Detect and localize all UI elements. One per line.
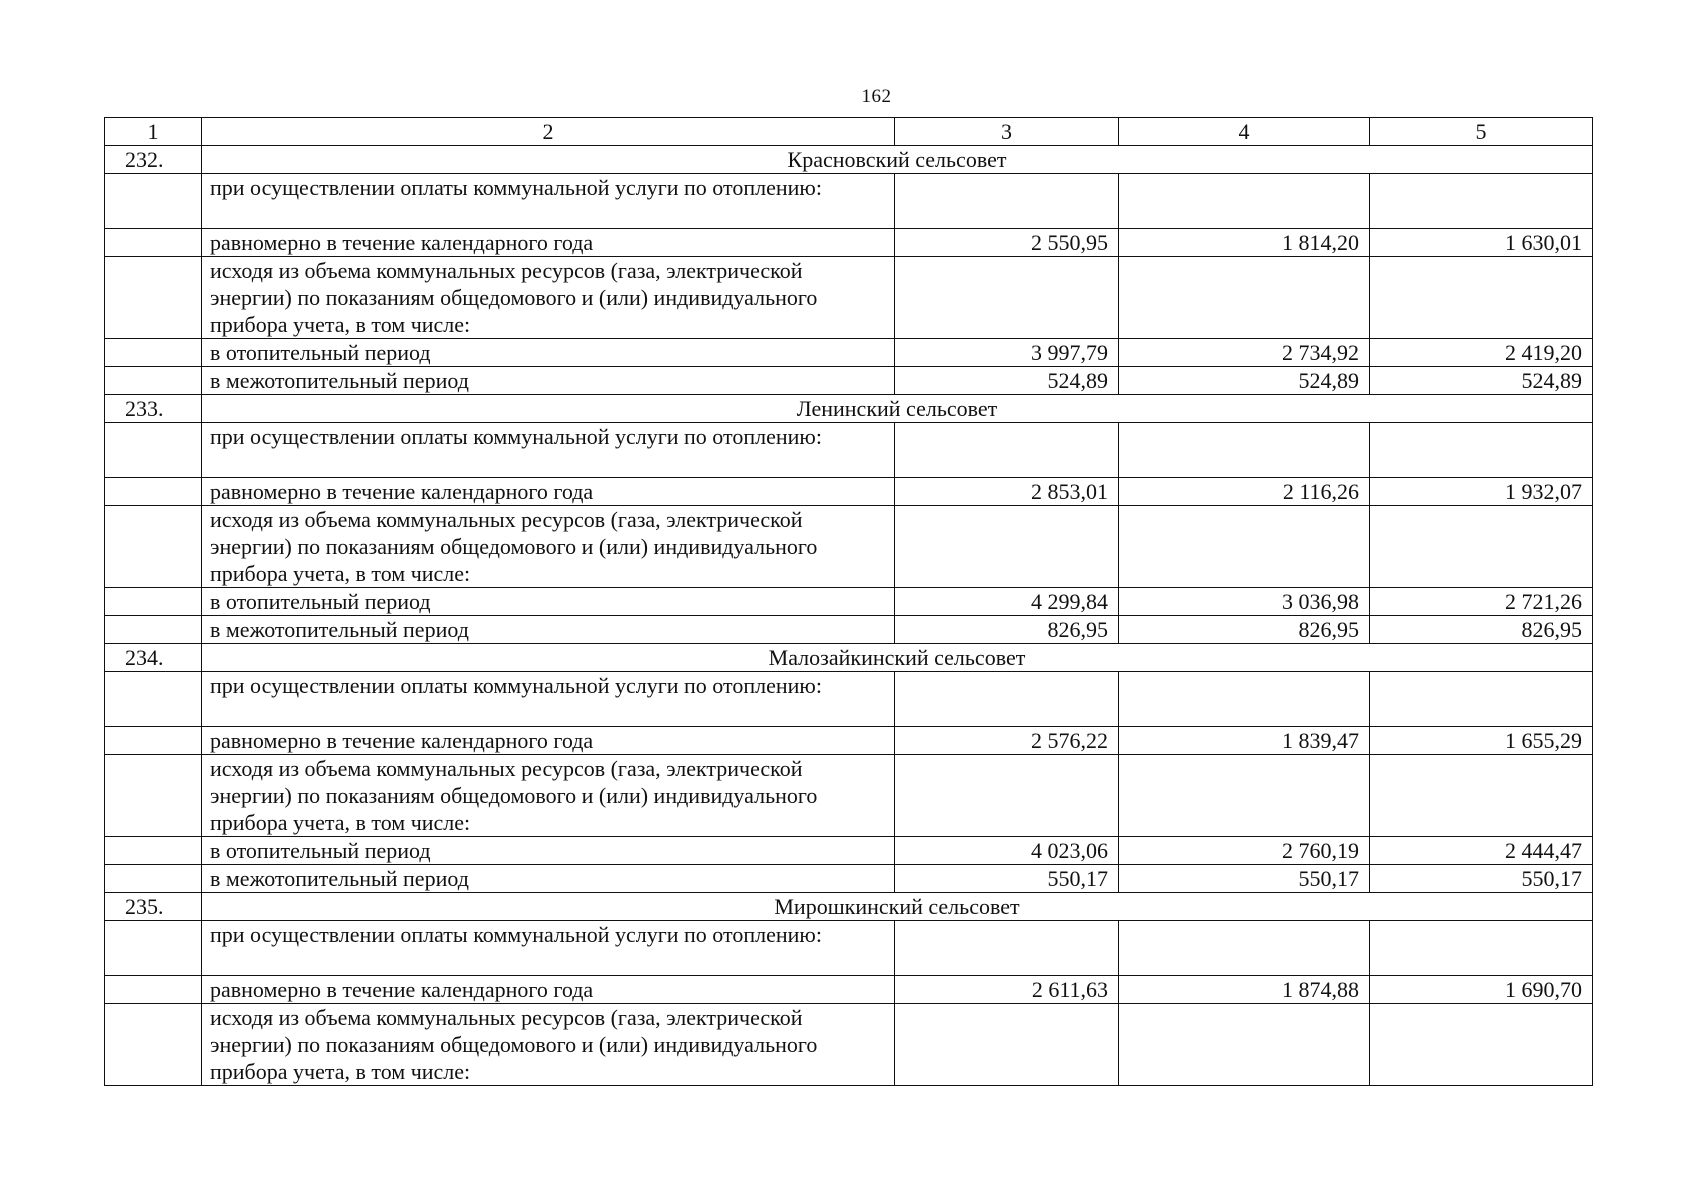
value-cell-col3: 4 299,84 xyxy=(895,588,1119,616)
row-description: в отопительный период xyxy=(202,837,895,865)
value-cell-col3 xyxy=(895,921,1119,976)
row-description: исходя из объема коммунальных ресурсов (газа, электрической энергии) по показаниям общедомового и (или) индивидуального прибора учета, в том числе: xyxy=(202,257,895,339)
column-header-row xyxy=(105,118,1593,146)
value-cell-col5: 1 690,70 xyxy=(1370,976,1593,1004)
value-cell-col4: 2 734,92 xyxy=(1119,339,1370,367)
value-cell-col5: 826,95 xyxy=(1370,616,1593,644)
row-description: в межотопительный период xyxy=(202,865,895,893)
value-cell-col4: 1 874,88 xyxy=(1119,976,1370,1004)
value-cell-col3 xyxy=(895,257,1119,339)
section-name: Малозайкинский сельсовет xyxy=(202,644,1593,672)
table-row xyxy=(105,976,1593,1004)
value-cell-col5 xyxy=(1370,672,1593,727)
row-description: в межотопительный период xyxy=(202,616,895,644)
value-cell-col4: 826,95 xyxy=(1119,616,1370,644)
tariff-table xyxy=(104,117,1593,1086)
table-row xyxy=(105,506,1593,588)
table-row xyxy=(105,588,1593,616)
table-row xyxy=(105,727,1593,755)
value-cell-col4 xyxy=(1119,921,1370,976)
value-cell-col3 xyxy=(895,423,1119,478)
row-number-cell xyxy=(105,257,202,339)
column-header: 1 xyxy=(105,118,202,146)
row-number-cell xyxy=(105,865,202,893)
row-number-cell xyxy=(105,976,202,1004)
value-cell-col4: 2 116,26 xyxy=(1119,478,1370,506)
value-cell-col4 xyxy=(1119,1004,1370,1086)
column-header: 5 xyxy=(1370,118,1593,146)
table-row xyxy=(105,837,1593,865)
value-cell-col3 xyxy=(895,506,1119,588)
value-cell-col3 xyxy=(895,755,1119,837)
row-description: равномерно в течение календарного года xyxy=(202,976,895,1004)
section-name: Ленинский сельсовет xyxy=(202,395,1593,423)
value-cell-col5 xyxy=(1370,1004,1593,1086)
value-cell-col5 xyxy=(1370,921,1593,976)
row-number-cell xyxy=(105,755,202,837)
value-cell-col5: 550,17 xyxy=(1370,865,1593,893)
value-cell-col3 xyxy=(895,174,1119,229)
value-cell-col4 xyxy=(1119,423,1370,478)
row-description: при осуществлении оплаты коммунальной услуги по отоплению: xyxy=(202,921,895,976)
row-number-cell xyxy=(105,1004,202,1086)
section-row xyxy=(105,146,1593,174)
row-number-cell xyxy=(105,229,202,257)
page-number: 162 xyxy=(861,86,892,107)
table-row xyxy=(105,367,1593,395)
table-row xyxy=(105,755,1593,837)
value-cell-col3: 2 550,95 xyxy=(895,229,1119,257)
section-row xyxy=(105,395,1593,423)
table-row xyxy=(105,921,1593,976)
row-number-cell xyxy=(105,588,202,616)
value-cell-col4: 2 760,19 xyxy=(1119,837,1370,865)
value-cell-col5: 524,89 xyxy=(1370,367,1593,395)
section-name: Мирошкинский сельсовет xyxy=(202,893,1593,921)
table-row xyxy=(105,865,1593,893)
value-cell-col5 xyxy=(1370,755,1593,837)
table-row xyxy=(105,423,1593,478)
row-number-cell xyxy=(105,616,202,644)
value-cell-col5: 1 932,07 xyxy=(1370,478,1593,506)
row-number-cell xyxy=(105,921,202,976)
column-header: 3 xyxy=(895,118,1119,146)
row-number-cell xyxy=(105,506,202,588)
value-cell-col3: 4 023,06 xyxy=(895,837,1119,865)
row-number-cell xyxy=(105,672,202,727)
value-cell-col4 xyxy=(1119,257,1370,339)
section-number: 232. xyxy=(105,146,202,174)
table-row xyxy=(105,478,1593,506)
row-number-cell xyxy=(105,727,202,755)
value-cell-col3: 2 853,01 xyxy=(895,478,1119,506)
row-number-cell xyxy=(105,174,202,229)
value-cell-col4: 1 814,20 xyxy=(1119,229,1370,257)
row-number-cell xyxy=(105,837,202,865)
row-description: при осуществлении оплаты коммунальной услуги по отоплению: xyxy=(202,423,895,478)
table-row xyxy=(105,1004,1593,1086)
row-description: исходя из объема коммунальных ресурсов (газа, электрической энергии) по показаниям общедомового и (или) индивидуального прибора учета, в том числе: xyxy=(202,506,895,588)
section-row xyxy=(105,893,1593,921)
value-cell-col3: 2 576,22 xyxy=(895,727,1119,755)
value-cell-col5: 1 655,29 xyxy=(1370,727,1593,755)
row-description: равномерно в течение календарного года xyxy=(202,229,895,257)
table-row xyxy=(105,174,1593,229)
table-row xyxy=(105,229,1593,257)
value-cell-col4: 3 036,98 xyxy=(1119,588,1370,616)
column-header: 2 xyxy=(202,118,895,146)
row-description: при осуществлении оплаты коммунальной услуги по отоплению: xyxy=(202,672,895,727)
value-cell-col5 xyxy=(1370,257,1593,339)
table-row xyxy=(105,672,1593,727)
value-cell-col3 xyxy=(895,672,1119,727)
table-row xyxy=(105,257,1593,339)
row-description: исходя из объема коммунальных ресурсов (газа, электрической энергии) по показаниям общедомового и (или) индивидуального прибора учета, в том числе: xyxy=(202,1004,895,1086)
row-description: в межотопительный период xyxy=(202,367,895,395)
row-number-cell xyxy=(105,423,202,478)
value-cell-col4 xyxy=(1119,672,1370,727)
row-description: равномерно в течение календарного года xyxy=(202,478,895,506)
value-cell-col3: 550,17 xyxy=(895,865,1119,893)
value-cell-col5 xyxy=(1370,174,1593,229)
value-cell-col4 xyxy=(1119,174,1370,229)
value-cell-col5: 2 419,20 xyxy=(1370,339,1593,367)
value-cell-col4 xyxy=(1119,755,1370,837)
value-cell-col4: 524,89 xyxy=(1119,367,1370,395)
value-cell-col3: 524,89 xyxy=(895,367,1119,395)
table-row xyxy=(105,339,1593,367)
value-cell-col3: 826,95 xyxy=(895,616,1119,644)
value-cell-col3 xyxy=(895,1004,1119,1086)
value-cell-col5: 2 444,47 xyxy=(1370,837,1593,865)
value-cell-col5 xyxy=(1370,423,1593,478)
section-name: Красновский сельсовет xyxy=(202,146,1593,174)
value-cell-col5 xyxy=(1370,506,1593,588)
row-number-cell xyxy=(105,367,202,395)
row-number-cell xyxy=(105,339,202,367)
section-number: 233. xyxy=(105,395,202,423)
value-cell-col4: 1 839,47 xyxy=(1119,727,1370,755)
value-cell-col4 xyxy=(1119,506,1370,588)
value-cell-col4: 550,17 xyxy=(1119,865,1370,893)
value-cell-col5: 2 721,26 xyxy=(1370,588,1593,616)
row-description: в отопительный период xyxy=(202,588,895,616)
value-cell-col3: 2 611,63 xyxy=(895,976,1119,1004)
column-header: 4 xyxy=(1119,118,1370,146)
section-number: 235. xyxy=(105,893,202,921)
value-cell-col5: 1 630,01 xyxy=(1370,229,1593,257)
value-cell-col3: 3 997,79 xyxy=(895,339,1119,367)
row-number-cell xyxy=(105,478,202,506)
row-description: в отопительный период xyxy=(202,339,895,367)
section-row xyxy=(105,644,1593,672)
section-number: 234. xyxy=(105,644,202,672)
row-description: исходя из объема коммунальных ресурсов (газа, электрической энергии) по показаниям общедомового и (или) индивидуального прибора учета, в том числе: xyxy=(202,755,895,837)
row-description: равномерно в течение календарного года xyxy=(202,727,895,755)
table-row xyxy=(105,616,1593,644)
row-description: при осуществлении оплаты коммунальной услуги по отоплению: xyxy=(202,174,895,229)
